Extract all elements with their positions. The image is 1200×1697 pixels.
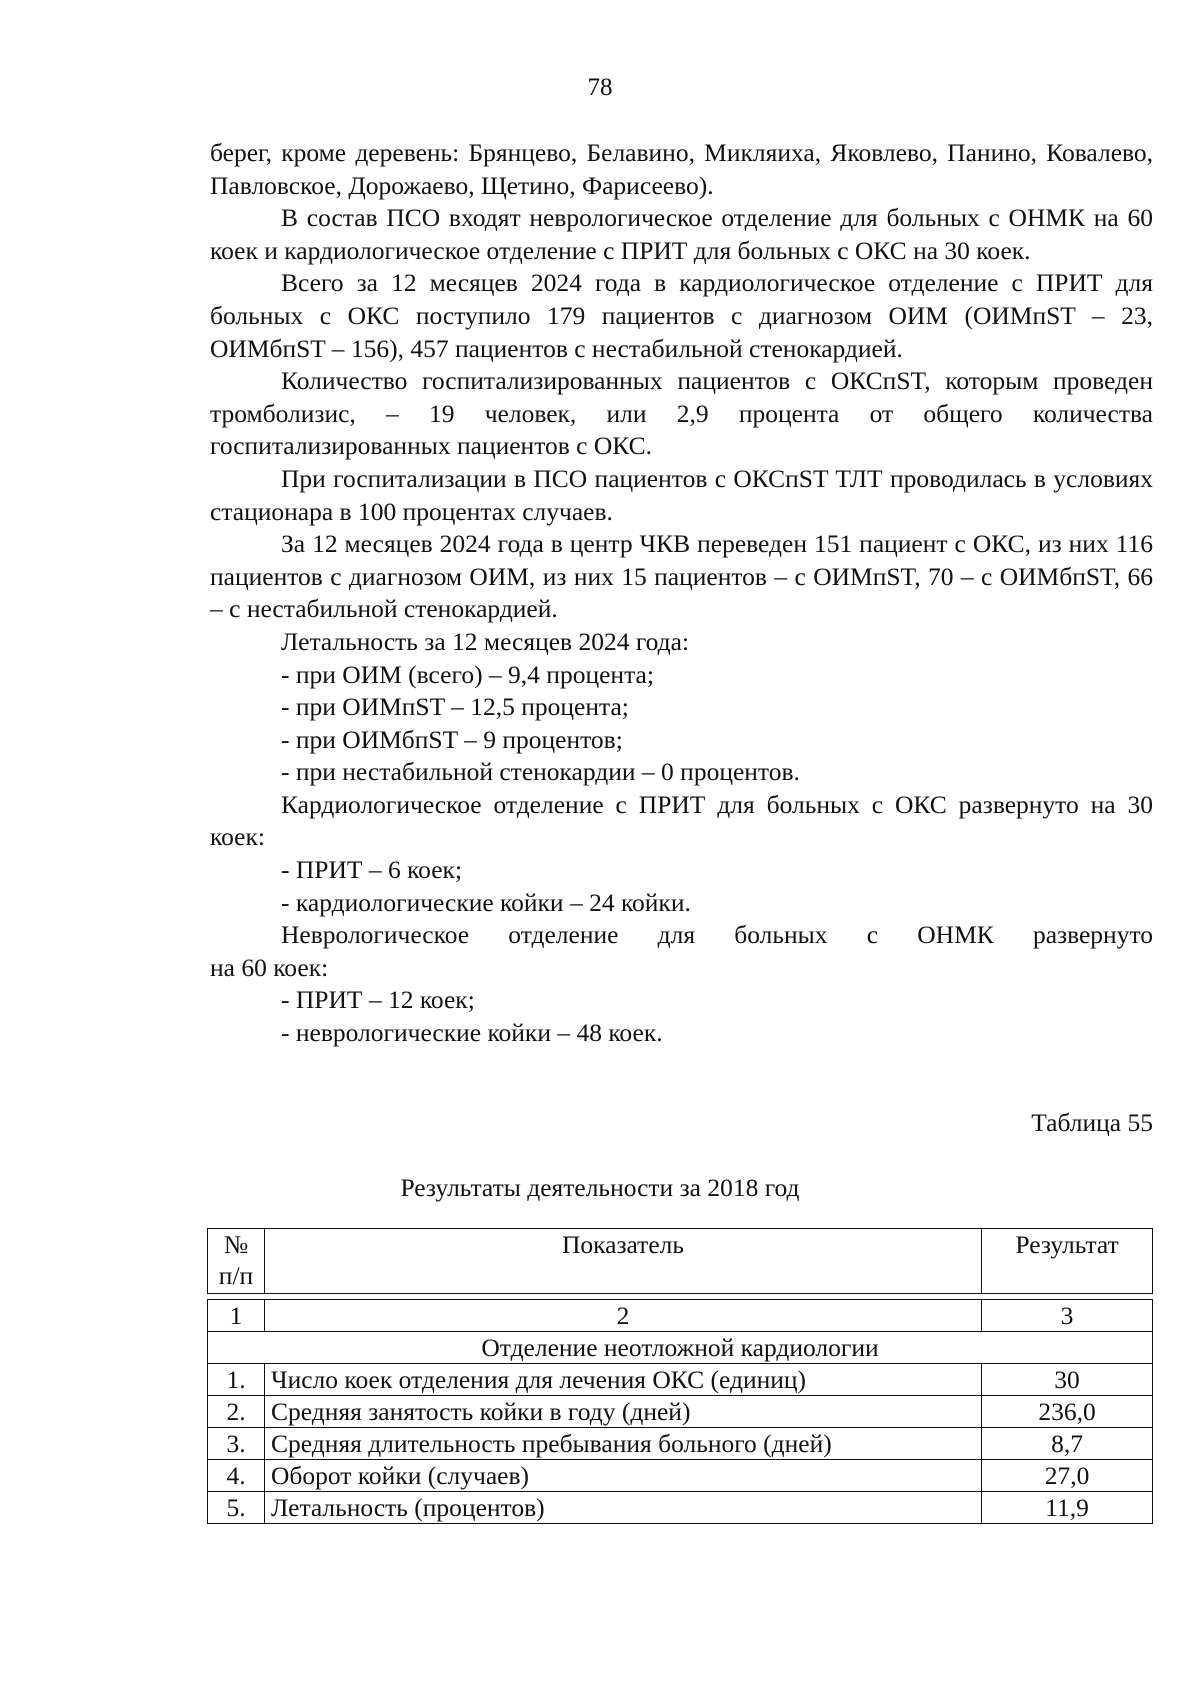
list-item: - неврологические койки – 48 коек. [281,1018,663,1048]
list-item: - при ОИМ (всего) – 9,4 процента; [281,659,654,689]
column-number: 3 [982,1300,1153,1332]
row-number: 2. [208,1396,265,1428]
table-title: Результаты деятельности за 2018 год [400,1173,800,1202]
table-caption: Таблица 55 [1031,1108,1153,1137]
row-result: 30 [982,1364,1153,1396]
section-title: Отделение неотложной кардиологии [208,1332,1153,1364]
header-number: № п/п [208,1229,265,1294]
list-item: - при ОИМбпST – 9 процентов; [281,724,623,754]
table-row [208,1428,1153,1460]
table-row [208,1492,1153,1524]
row-number: 3. [208,1428,265,1460]
body-text [210,137,1153,1050]
row-indicator: Число коек отделения для лечения ОКС (единиц) [265,1364,982,1396]
results-table [207,1228,1153,1524]
header-indicator: Показатель [265,1229,982,1294]
paragraph: берег, кроме деревень: Брянцево, Белавино, Микляиха, Яковлево, Панино, Ковалево, Павловское, Дорожаево, Щетино, Фарисеево). [210,138,1153,200]
paragraph: на 60 коек: [210,952,329,982]
paragraph: Всего за 12 месяцев 2024 года в кардиологическое отделение с ПРИТ для больных с ОКС поступило 179 пациентов с диагнозом ОИМ (ОИМпST – 23, ОИМбпST – 156), 457 пациентов с нестабильной стенокардией. [210,268,1153,363]
list-item: - ПРИТ – 12 коек; [281,985,475,1015]
paragraph: За 12 месяцев 2024 года в центр ЧКВ переведен 151 пациент с ОКС, из них 116 пациентов с диагнозом ОИМ, из них 15 пациентов – с ОИМпST, 70 – с ОИМбпST, 66 – с нестабильной стенокардией. [210,529,1153,624]
row-number: 4. [208,1460,265,1492]
column-number-row [208,1300,1153,1332]
row-indicator: Оборот койки (случаев) [265,1460,982,1492]
section-row [208,1332,1153,1364]
row-result: 8,7 [982,1428,1153,1460]
list-item: - при нестабильной стенокардии – 0 процентов. [281,757,800,787]
paragraph: При госпитализации в ПСО пациентов с ОКСпST ТЛТ проводилась в условиях стационара в 100 процентах случаев. [210,463,1153,526]
row-result: 236,0 [982,1396,1153,1428]
paragraph: В состав ПСО входят неврологическое отделение для больных с ОНМК на 60 коек и кардиологическое отделение с ПРИТ для больных с ОКС на 30 коек. [210,203,1153,265]
row-indicator: Средняя занятость койки в году (дней) [265,1396,982,1428]
header-result: Результат [982,1229,1153,1294]
paragraph: Неврологическое отделение для больных с ОНМК развернуто [281,920,1153,950]
row-indicator: Средняя длительность пребывания больного (дней) [265,1428,982,1460]
paragraph: Летальность за 12 месяцев 2024 года: [281,626,690,656]
column-number: 2 [265,1300,982,1332]
row-result: 27,0 [982,1460,1153,1492]
table-row [208,1364,1153,1396]
row-number: 5. [208,1492,265,1524]
table-header-row [208,1229,1153,1294]
paragraph: Кардиологическое отделение с ПРИТ для больных с ОКС развернуто на 30 коек: [210,789,1153,852]
row-result: 11,9 [982,1492,1153,1524]
paragraph: Количество госпитализированных пациентов с ОКСпST, которым проведен тромболизис, – 19 человек, или 2,9 процента от общего количества госпитализированных пациентов с ОКС. [210,366,1153,461]
table-row [208,1396,1153,1428]
row-number: 1. [208,1364,265,1396]
row-indicator: Летальность (процентов) [265,1492,982,1524]
table-row [208,1460,1153,1492]
list-item: - при ОИМпST – 12,5 процента; [281,692,629,722]
column-number: 1 [208,1300,265,1332]
list-item: - кардиологические койки – 24 койки. [281,887,691,917]
list-item: - ПРИТ – 6 коек; [281,855,463,885]
page-number: 78 [587,74,613,101]
